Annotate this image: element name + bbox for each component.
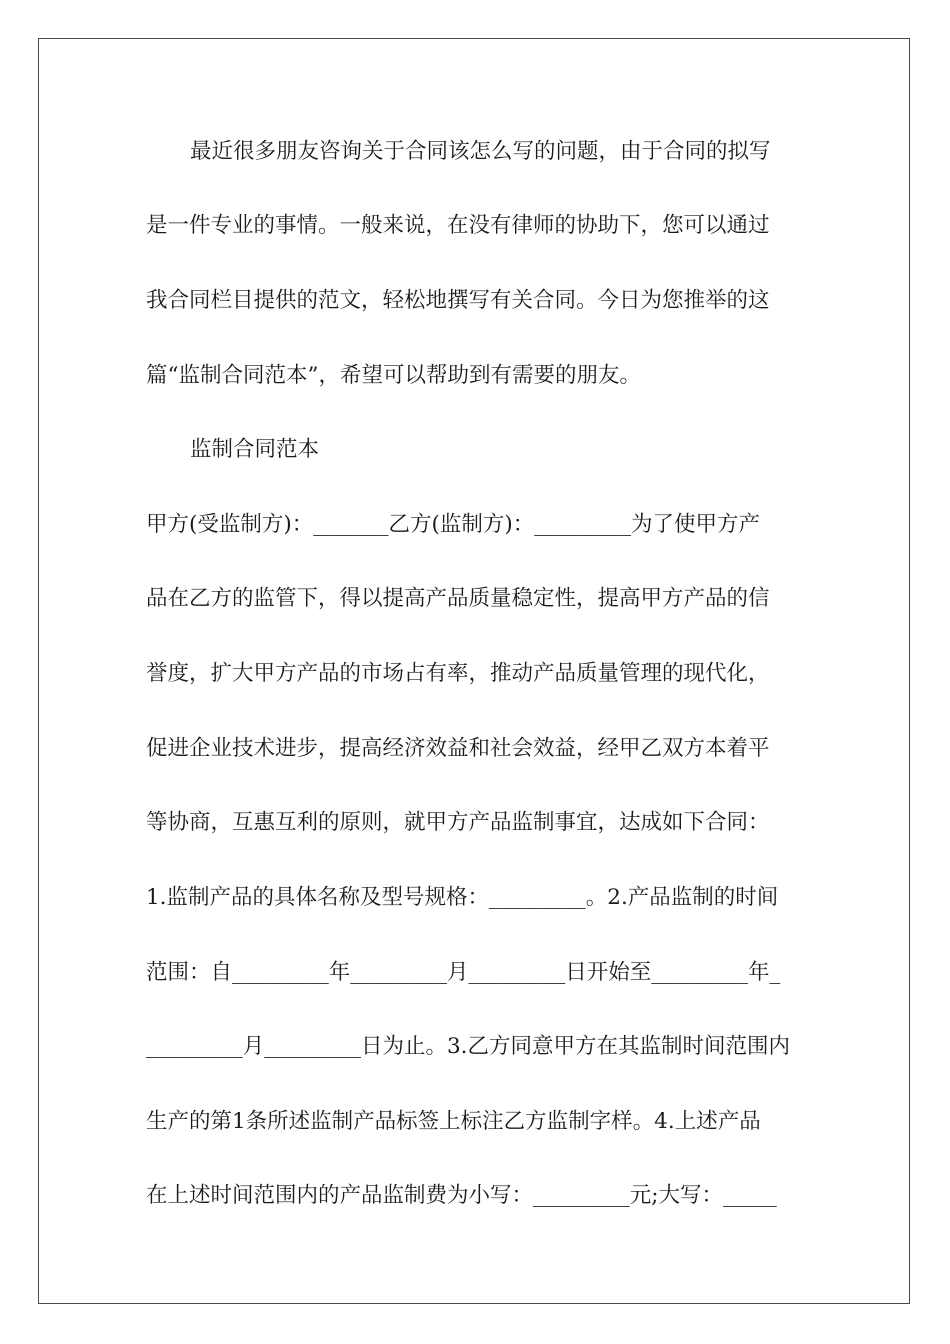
contract-line-3: 誉度，扩大甲方产品的市场占有率，推动产品质量管理的现代化， (146, 661, 770, 686)
document-title: 监制合同范本 (190, 437, 320, 462)
contract-line-7: 范围：自_________年_________月_________日开始至_________年_ (146, 960, 781, 985)
contract-line-9: 生产的第1条所述监制产品标签上标注乙方监制字样。4.上述产品 (146, 1109, 761, 1134)
contract-line-2: 品在乙方的监管下，得以提高产品质量稳定性，提高甲方产品的信 (146, 586, 770, 611)
contract-line-10: 在上述时间范围内的产品监制费为小写：_________元;大写：_____ (146, 1183, 777, 1208)
contract-line-6: 1.监制产品的具体名称及型号规格：_________。2.产品监制的时间 (146, 885, 779, 910)
contract-line-5: 等协商，互惠互利的原则，就甲方产品监制事宜，达成如下合同： (146, 810, 770, 835)
contract-line-1: 甲方(受监制方)：_______乙方(监制方)：_________为了使甲方产 (146, 512, 761, 537)
contract-line-4: 促进企业技术进步，提高经济效益和社会效益，经甲乙双方本着平 (146, 736, 770, 761)
contract-line-8: _________月_________日为止。3.乙方同意甲方在其监制时间范围内 (146, 1034, 791, 1059)
paragraph-intro-line-4: 篇“监制合同范本”，希望可以帮助到有需要的朋友。 (146, 363, 641, 388)
paragraph-intro-line-3: 我合同栏目提供的范文，轻松地撰写有关合同。今日为您推举的这 (146, 288, 770, 313)
paragraph-intro-line-2: 是一件专业的事情。一般来说，在没有律师的协助下，您可以通过 (146, 213, 770, 238)
paragraph-intro-line-1: 最近很多朋友咨询关于合同该怎么写的问题，由于合同的拟写 (190, 139, 771, 164)
